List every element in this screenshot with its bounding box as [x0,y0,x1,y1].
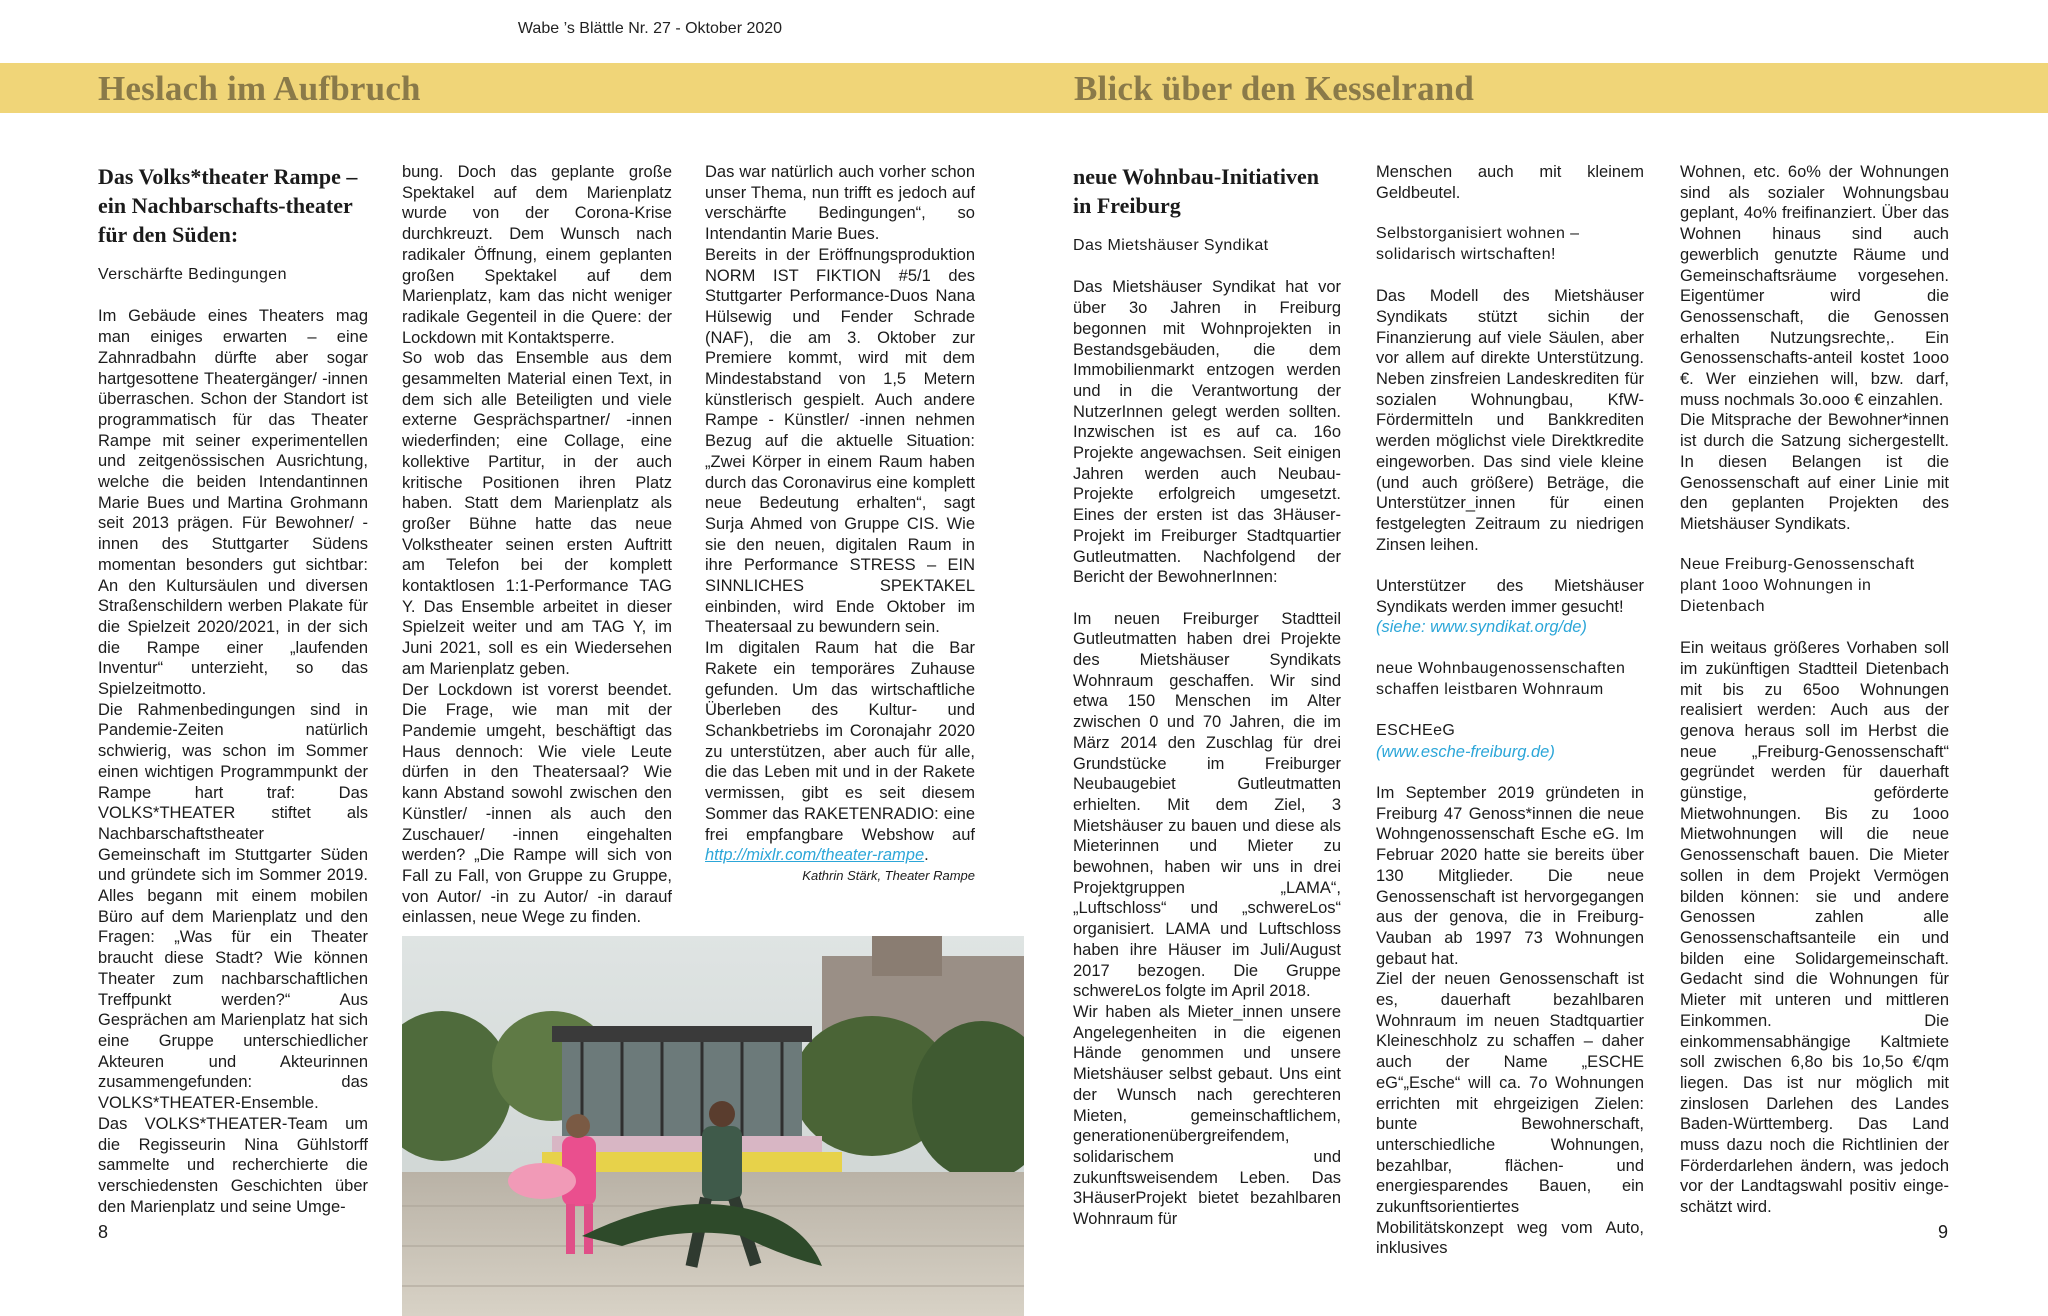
article-column-1 [98,162,368,1217]
paragraph: Im September 2019 gründeten in Freiburg 47 Genoss*innen die neue Wohngenossenschaft Esche eG. Im Februar 2020 hatte sie bereits über 130 Mitglieder. Die neue Genossenschaft ist hervorgegangen aus der genova, die in Freiburg-Vauban ab 1997 73 Wohnungen gebaut hat. [1376,784,1644,968]
section-title-right: Blick über den Kesselrand [1074,69,1475,108]
article-subhead: Selbstorganisiert wohnen – solidarisch wirtschaften! [1376,225,1580,263]
article-column-5 [1376,162,1644,1259]
paragraph: Die Mitsprache der Bewohner*innen ist durch die Satzung sichergestellt. In diesen Belangen ist die Genossenschaft auf einer Linie mit den geplanten Projekten des Mietshäuser Syndikats. [1680,411,1949,533]
article-subhead: Verschärfte Bedingungen [98,266,287,283]
paragraph: Bereits in der Eröffnungsproduktion NORM IST FIKTION #5/1 des Stuttgarter Performance-Duos Nana Hülsewig und Fender Schrade (NAF), die am 3. Oktober zur Premiere kommt, wird mit dem Mindestabstand von 1,5 Metern künstlerisch gespielt. Auch andere Rampe - Künstler/ -innen nehmen Bezug auf die aktuelle Situation: „Zwei Körper in einem Raum haben durch das Coronavirus eine komplett neue Bedeutung erhalten“, sagt Surja Ahmed von Gruppe CIS. Wie sie den neuen, digitalen Raum in ihre Performance STRESS – EIN SINNLICHES SPEKTAKEL einbinden, wird Ende Oktober im Theatersaal zu bewundern sein. [705,245,975,637]
article-subhead: Das Mietshäuser Syndikat [1073,237,1269,254]
paragraph: Die Rahmenbedingungen sind in Pandemie-Zeiten natürlich schwierig, was schon im Sommer einen wichtigen Programmpunkt der Rampe hart traf: Das VOLKS*THEATER stiftet als Nachbarschaftstheater Gemeinschaft im Stuttgarter Süden und gründete sich im Sommer 2019. Alles begann mit einem mobilen Büro auf dem Marienplatz und den Fragen: „Was für ein Theater braucht diese Stadt? Wie können Theater zum nachbarschaftlichen Treffpunkt werden?“ Aus Gesprächen am Marienplatz hat sich eine Gruppe unterschiedlicher Akteuren und Akteurinnen zusammengefunden: das VOLKS*THEATER-Ensemble. [98,700,368,1113]
syndikat-link[interactable]: (siehe: www.syndikat.org/de) [1376,618,1587,637]
paragraph: Wir haben als Mieter_innen unsere Angelegenheiten in die eigenen Hände genommen und unsere Mietshäuser selbst gebaut. Uns eint der Wunsch nach gerechteren Mieten, gemeinschaftlichem, generationenübergreifendem, solidarischem und zukunftsweisendem Leben. Das 3HäuserProjekt bietet bezahlbaren Wohnraum für [1073,1002,1341,1229]
paragraph [705,638,975,866]
author-credit: Kathrin Stärk, Theater Rampe [802,867,975,883]
article-column-2 [402,162,672,928]
paragraph-text: Im digitalen Raum hat die Bar Rakete ein temporäres Zuhause gefunden. Um das wirtschaftliche Überleben des Kultur- und Schankbetriebs im Coronajahr 2020 zu unterstützen, aber auch für alle, die das Leben mit und in der Rakete vermissen, gibt es seit diesem Sommer das RAKETENRADIO: eine frei empfangbare Webshow auf [705,639,975,844]
paragraph: Im neuen Freiburger Stadtteil Gutleutmatten haben drei Projekte des Mietshäuser Syndikats Wohnraum geschaffen. Wir sind etwa 150 Menschen im Alter zwischen 0 und 70 Jahren, die im März 2014 den Zuschlag für drei Grundstücke im Freiburger Neubaugebiet Gutleutmatten erhielten. Mit dem Ziel, 3 Mietshäuser zu bauen und diese als Mieterinnen und Mieter zu bewohnen, haben wir uns in drei Projektgruppen „LAMA“, „Luftschloss“ und „schwereLos“ organisiert. LAMA und Luftschloss haben ihre Häuser im Juli/August 2017 bezogen. Die Gruppe schwereLos folgte im April 2018. [1073,609,1341,1001]
organization-name: ESCHEeG [1376,721,1456,739]
paragraph: Der Lockdown ist vorerst beendet. Die Frage, wie man mit der Pandemie umgeht, beschäftigt das Haus dennoch: Wie viele Leute dürfen in den Theatersaal? Wie kann Abstand sowohl zwischen den Künstler/ -innen als auch den Zuschauer/ -innen eingehalten werden? „Die Rampe will sich von Fall zu Fall, von Gruppe zu Gruppe, von Autor/ -in zu Autor/ -in darauf einlassen, neue Wege zu finden. [402,680,672,927]
page-number-right: 9 [1938,1222,1949,1242]
paragraph: Das war natürlich auch vorher schon unser Thema, nun trifft es jedoch auf verschärfte Bedingungen“, so Intendantin Marie Bues. [705,163,975,244]
article-headline: Das Volks*theater Rampe – ein Nachbarschafts-theater für den Süden: [98,164,358,247]
article-subhead: Neue Freiburg-Genossenschaft plant 1ooo Wohnungen in Dietenbach [1680,556,1915,615]
article-column-3 [705,162,975,887]
paragraph: So wob das Ensemble aus dem gesammelten Material einen Text, in dem sich alle Beteiligten und viele externe Gesprächspartner/ -innen wiederfinden; eine Collage, eine kollektive Partitur, in der auch kritische Positionen ihren Platz haben. Statt dem Marienplatz als großer Bühne hatte das neue Volkstheater seinen ersten Auftritt am Telefon bei der komplett kontaktlosen 1:1-Performance TAG Y. Das Ensemble arbeitet in dieser Spielzeit weiter und am TAG Y, im Juni 2021, soll es ein Wiedersehen am Marienplatz geben. [402,349,672,678]
esche-link[interactable]: (www.esche-freiburg.de) [1376,742,1555,761]
page-number-left: 8 [98,1222,109,1242]
webshow-link[interactable]: http://mixlr.com/theater-rampe [705,846,925,865]
paragraph: Das Modell des Mietshäuser Syndikats stützt sichin der Finanzierung auf viele Säulen, aber vor allem auf direkte Unterstützung. Neben zinsfreien Landeskrediten für sozialen Wohnungbau, KfW-Fördermitteln und Bankkrediten werden möglichst viele Direktkredite eingeworben. Das sind viele kleine (und auch größere) Beträge, die Unterstützer_innen für einen festgelegten Zeitraum zu niedrigen Zinsen leihen. [1376,287,1644,554]
paragraph: Im Gebäude eines Theaters mag man einiges erwarten – eine Zahnradbahn dürfte aber sogar hartgesottene Theatergänger/ -innen überraschen. Schon der Standort ist programmatisch für das Theater Rampe mit seiner experimentellen und zeitgenössischen Ausrichtung, welche die beiden Intendantinnen Marie Bues und Martina Grohmann seit 2013 prägen. Für Bewohner/ -innen des Stuttgarter Südens momentan besonders gut sichtbar: An den Kultursäulen und diversen Straßenschildern werben Plakate für die Spielzeit 2020/2021, in der sich die Rampe einer „laufenden Inventur“ unterzieht, so das Spielzeitmotto. [98,307,368,699]
paragraph: Das Mietshäuser Syndikat hat vor über 3o Jahren in Freiburg begonnen mit Wohnprojekten in Bestandsgebäuden, die dem Immobilienmarkt entzogen werden und in die Verantwortung der NutzerInnen gelegt werden sollten. Inzwischen ist es auf ca. 16o Projekte angewachsen. Seit einigen Jahren werden auch Neubau-Projekte erfolgreich umgesetzt. Eines der ersten ist das 3Häuser-Projekt im Freiburger Stadtquartier Gutleutmatten. Nachfolgend der Bericht der BewohnerInnen: [1073,278,1341,587]
paragraph: Ziel der neuen Genossenschaft ist es, dauerhaft bezahlbaren Wohnraum im neuen Stadtquartier Kleineschholz zu schaffen – daher auch der Name „ESCHE eG“„Esche“ will ca. 7o Wohnungen errichten mit ehrgeizigen Zielen: bunte Bewohnerschaft, unterschiedliche Wohnungen, bezahlbar, flächen- und energiesparendes Bauen, ein zukunftsorientiertes Mobilitätskonzept weg vom Auto, inklusives [1376,970,1644,1258]
link-tail: . [924,846,929,865]
section-band-left [0,63,1032,113]
section-title-left: Heslach im Aufbruch [98,69,421,108]
paragraph: bung. Doch das geplante große Spektakel auf dem Marienplatz wurde von der Corona-Krise durchkreuzt. Dem Wunsch nach radikaler Öffnung, einem geplanten großen Spektakel auf dem Marienplatz, kam das nicht weniger radikale Gegenteil in die Quere: der Lockdown mit Kontaktsperre. [402,163,672,347]
paragraph: Menschen auch mit kleinem Geldbeutel. [1376,163,1644,202]
article-headline: neue Wohnbau-Initiativen in Freiburg [1073,164,1319,218]
paragraph: Unterstützer des Mietshäuser Syndikats werden immer gesucht! [1376,577,1644,616]
paragraph: Das VOLKS*THEATER-Team um die Regisseurin Nina Gühlstorff sammelte und recherchierte die verschiedensten Geschichten über den Marienplatz und seine Umge- [98,1114,368,1216]
section-band-right [1032,63,2048,113]
paragraph: Ein weitaus größeres Vorhaben soll im zukünftigen Stadtteil Dietenbach mit bis zu 65oo Wohnungen realisiert werden: Auch aus der genova heraus soll im Herbst die neue „Freiburg-Genossenschaft“ gegründet werden für dauerhaft günstige, geförderte Mietwohnungen. Bis zu 1ooo Mietwohnungen will die neue Genossenschaft bauen. Die Mieter sollen in dem Projekt Vermögen bilden können: sie und andere Genossen zahlen alle Genossenschaftsanteile ein und bilden eine Solidargemeinschaft. Gedacht sind die Wohnungen für Mieter mit unteren und mittleren Einkommen. Die einkommensabhängige Kaltmiete soll zwischen 6,8o bis 1o,5o €/qm liegen. Das ist nur möglich mit zinslosen Darlehen des Landes Baden-Württemberg. Das Land muss dazu noch die Richtlinien der Förderdarlehen ändern, was jedoch vor der Landtagswahl positiv einge-schätzt wird. [1680,639,1949,1217]
article-column-4 [1073,162,1341,1230]
photo-illustration [402,936,1024,1316]
article-subhead: neue Wohnbaugenossenschaften schaffen leistbaren Wohnraum [1376,659,1626,698]
article-column-6 [1680,162,1949,1218]
theater-photo [402,936,1024,1316]
running-head: Wabe ’s Blättle Nr. 27 - Oktober 2020 [517,20,783,37]
paragraph: Wohnen, etc. 6o% der Wohnungen sind als sozialer Wohnungsbau geplant, 4o% freifinanziert. Über das Wohnen hinaus sind auch gewerblich genutzte Räume und Gemeinschaftsräume vorgesehen. Eigentümer wird die Genossenschaft, die Genossen erhalten Nutzungsrechte,. Ein Genossenschafts-anteil kostet 1ooo €. Wer einziehen will, bzw. darf, muss nochmals 3o.ooo € einzahlen. [1680,163,1949,409]
